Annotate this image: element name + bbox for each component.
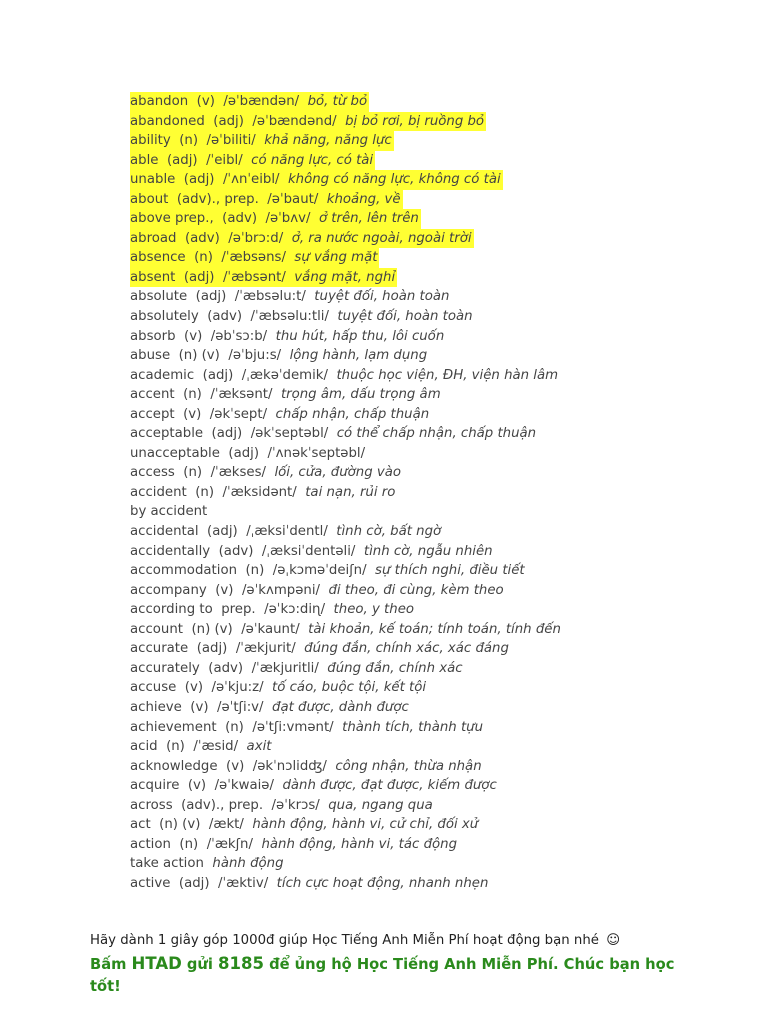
vocab-meaning: đúng đắn, chính xác, xác đáng bbox=[304, 641, 509, 657]
vocab-word: unable bbox=[130, 172, 176, 188]
sms-call-to-action bbox=[90, 953, 690, 998]
vocab-entry-content bbox=[130, 190, 403, 210]
vocab-entry-content bbox=[130, 776, 499, 796]
vocab-entry bbox=[130, 581, 563, 601]
vocab-entry bbox=[130, 776, 563, 796]
vocab-entry-content bbox=[130, 757, 484, 777]
vocab-meaning: hành động, hành vi, cử chỉ, đối xử bbox=[252, 817, 479, 833]
vocab-word: accurate bbox=[130, 641, 189, 657]
vocab-meaning: thu hút, hấp thu, lôi cuốn bbox=[275, 328, 445, 344]
donation-text: Hãy dành 1 giây góp 1000đ giúp Học Tiếng Anh Miễn Phí hoạt động bạn nhé bbox=[90, 933, 599, 948]
vocab-meaning: sự vắng mặt bbox=[294, 250, 378, 266]
vocab-entry-content bbox=[130, 268, 397, 288]
vocab-entry-content bbox=[130, 639, 511, 659]
vocab-entry-content bbox=[130, 209, 421, 229]
vocab-part-of-speech: (n) (v) bbox=[191, 621, 233, 637]
vocab-part-of-speech: (adv) bbox=[218, 543, 254, 559]
vocab-pronunciation: /ˈækjurit/ bbox=[235, 641, 296, 657]
vocab-pronunciation: /əˈkrɔs/ bbox=[271, 797, 320, 813]
vocab-word: accidentally bbox=[130, 543, 211, 559]
vocab-part-of-speech: (adj) bbox=[228, 445, 260, 461]
vocab-word: absence bbox=[130, 250, 186, 266]
vocab-entry bbox=[130, 522, 563, 542]
vocab-entry bbox=[130, 835, 563, 855]
vocab-meaning: qua, ngang qua bbox=[328, 797, 433, 813]
vocab-pronunciation: /əˈtʃi:vmənt/ bbox=[252, 719, 334, 735]
vocab-entry bbox=[130, 502, 563, 522]
vocab-entry bbox=[130, 444, 563, 464]
vocab-word: ability bbox=[130, 133, 171, 149]
vocab-entry-content bbox=[130, 307, 475, 327]
vocab-meaning: tuyệt đối, hoàn toàn bbox=[314, 289, 450, 305]
vocab-pronunciation: /əˈbændənd/ bbox=[252, 113, 337, 129]
vocab-entry-content bbox=[130, 385, 443, 405]
vocab-pronunciation: /əˈbiliti/ bbox=[206, 133, 256, 149]
vocab-entry bbox=[130, 385, 563, 405]
vocab-entry-content bbox=[130, 346, 429, 366]
vocab-part-of-speech: (adj) bbox=[213, 113, 244, 129]
vocab-part-of-speech: (adj) bbox=[196, 641, 228, 657]
vocab-part-of-speech: (n) bbox=[179, 836, 199, 852]
vocab-pronunciation: /ˈæksidənt/ bbox=[222, 484, 297, 500]
vocab-entry bbox=[130, 561, 563, 581]
vocab-meaning: trọng âm, dấu trọng âm bbox=[280, 387, 441, 403]
vocab-entry bbox=[130, 131, 563, 151]
vocab-part-of-speech: (adj) bbox=[183, 172, 215, 188]
cta-mid: gửi bbox=[181, 956, 219, 973]
vocab-meaning: tích cực hoạt động, nhanh nhẹn bbox=[276, 875, 489, 891]
vocab-entry bbox=[130, 483, 563, 503]
vocab-entry-content bbox=[130, 131, 394, 151]
vocab-pronunciation: /ˈæbsəlu:t/ bbox=[234, 289, 306, 305]
cta-prefix: Bấm bbox=[90, 956, 132, 973]
vocab-entry bbox=[130, 854, 563, 874]
vocab-part-of-speech: (v) bbox=[184, 680, 204, 696]
vocab-pronunciation: /ˈæsid/ bbox=[193, 739, 239, 755]
vocab-entry bbox=[130, 620, 563, 640]
vocab-part-of-speech: (n) bbox=[195, 484, 215, 500]
vocab-meaning: khả năng, năng lực bbox=[264, 133, 392, 149]
vocab-entry bbox=[130, 405, 563, 425]
vocab-entry bbox=[130, 112, 563, 132]
vocab-meaning: dành được, đạt được, kiếm được bbox=[282, 778, 497, 794]
vocab-entry-content bbox=[130, 229, 474, 249]
vocab-word: achieve bbox=[130, 699, 182, 715]
vocab-meaning: thuộc học viện, ĐH, viện hàn lâm bbox=[336, 367, 559, 383]
vocab-entry bbox=[130, 718, 563, 738]
vocab-part-of-speech: (adv)., prep. bbox=[176, 191, 259, 207]
vocab-pronunciation: /əbˈsɔ:b/ bbox=[210, 328, 268, 344]
vocab-entry bbox=[130, 229, 563, 249]
vocab-entry bbox=[130, 757, 563, 777]
vocab-word: accidental bbox=[130, 524, 199, 540]
vocab-entry-content bbox=[130, 327, 446, 347]
vocab-word: accent bbox=[130, 387, 175, 403]
vocab-entry-content bbox=[130, 463, 403, 483]
vocab-word: acknowledge bbox=[130, 758, 218, 774]
vocab-pronunciation: /əˈkju:z/ bbox=[211, 680, 264, 696]
vocab-entry bbox=[130, 424, 563, 444]
vocab-word: action bbox=[130, 836, 171, 852]
vocab-word: active bbox=[130, 875, 171, 891]
vocab-entry-content bbox=[130, 659, 465, 679]
vocab-entry bbox=[130, 815, 563, 835]
vocab-meaning: lộng hành, lạm dụng bbox=[289, 348, 428, 364]
vocab-meaning: công nhận, thừa nhận bbox=[335, 758, 482, 774]
vocab-pronunciation: /ˈʌnˈeibl/ bbox=[222, 172, 280, 188]
vocab-meaning: axit bbox=[246, 739, 272, 755]
vocab-part-of-speech: (v) bbox=[226, 758, 245, 774]
vocab-meaning: tài khoản, kế toán; tính toán, tính đến bbox=[308, 621, 561, 637]
vocab-entry-content bbox=[130, 424, 538, 444]
vocab-pronunciation: /əˈkaunt/ bbox=[241, 621, 300, 637]
vocab-part-of-speech: (adv) bbox=[222, 211, 258, 227]
vocab-part-of-speech: (v) bbox=[184, 328, 203, 344]
vocab-word: absolute bbox=[130, 289, 188, 305]
vocab-pronunciation: /ˈæbsəns/ bbox=[221, 250, 286, 266]
vocab-part-of-speech: (adj) bbox=[166, 152, 198, 168]
vocab-meaning: theo, y theo bbox=[333, 602, 415, 618]
vocab-pronunciation: /əˈbju:s/ bbox=[228, 348, 282, 364]
footer bbox=[90, 930, 690, 998]
vocab-meaning: đúng đắn, chính xác bbox=[327, 660, 463, 676]
vocab-word: take action bbox=[130, 856, 204, 872]
vocab-pronunciation: /əˈbʌv/ bbox=[265, 211, 311, 227]
vocab-entry bbox=[130, 287, 563, 307]
vocab-word: accident bbox=[130, 484, 187, 500]
vocab-entry-content bbox=[130, 542, 495, 562]
vocab-part-of-speech: (adj) bbox=[207, 524, 238, 540]
vocab-entry-content bbox=[130, 502, 209, 522]
vocab-word: acid bbox=[130, 739, 158, 755]
vocab-word: account bbox=[130, 621, 183, 637]
vocab-entry-content bbox=[130, 561, 527, 581]
vocab-meaning: hành động, hành vi, tác động bbox=[261, 836, 458, 852]
vocab-pronunciation: /əˈbaut/ bbox=[267, 191, 319, 207]
donation-message bbox=[90, 930, 690, 952]
vocab-entry-content bbox=[130, 600, 416, 620]
cta-suffix: để ủng hộ Học Tiếng Anh Miễn Phí. Chúc bạn học tốt! bbox=[90, 956, 675, 995]
vocab-pronunciation: /ˌæksiˈdentəli/ bbox=[261, 543, 356, 559]
vocab-entry bbox=[130, 366, 563, 386]
vocab-entry-content bbox=[130, 444, 367, 464]
vocab-meaning: ở, ra nước ngoài, ngoài trời bbox=[291, 230, 472, 246]
vocab-entry-content bbox=[130, 405, 431, 425]
vocab-entry bbox=[130, 698, 563, 718]
vocab-pronunciation: /ˈæbsəlu:tli/ bbox=[250, 309, 329, 325]
vocab-word: accuse bbox=[130, 680, 177, 696]
vocab-word: act bbox=[130, 817, 151, 833]
vocab-part-of-speech: (adj) bbox=[183, 269, 215, 285]
vocab-meaning: vắng mặt, nghỉ bbox=[294, 269, 396, 285]
vocab-word: accurately bbox=[130, 660, 200, 676]
vocab-entry bbox=[130, 346, 563, 366]
vocab-part-of-speech: (adv) bbox=[207, 309, 243, 325]
vocab-pronunciation: /əˈbændən/ bbox=[223, 94, 300, 109]
vocab-meaning: tình cờ, bất ngờ bbox=[336, 524, 442, 540]
vocab-word: absorb bbox=[130, 328, 176, 344]
vocab-entry bbox=[130, 659, 563, 679]
vocab-entry-content bbox=[130, 698, 411, 718]
vocab-meaning: đạt được, dành được bbox=[272, 699, 409, 715]
vocab-entry-content bbox=[130, 170, 503, 190]
vocab-part-of-speech: (v) bbox=[190, 699, 209, 715]
vocab-part-of-speech: (adv) bbox=[208, 660, 244, 676]
vocab-word: accompany bbox=[130, 582, 207, 598]
smiley-icon: ☺ bbox=[606, 933, 621, 948]
vocab-part-of-speech: (n) (v) bbox=[178, 348, 220, 364]
vocab-word: accommodation bbox=[130, 563, 238, 579]
vocab-entry-content bbox=[130, 796, 435, 816]
vocab-entry bbox=[130, 542, 563, 562]
vocab-meaning: tai nạn, rủi ro bbox=[305, 484, 396, 500]
vocab-word: academic bbox=[130, 367, 195, 383]
vocab-part-of-speech: (n) bbox=[225, 719, 244, 735]
vocab-entry-content bbox=[130, 854, 286, 874]
vocab-entry bbox=[130, 170, 563, 190]
vocab-meaning: ở trên, lên trên bbox=[318, 211, 419, 227]
vocab-entry bbox=[130, 639, 563, 659]
vocab-part-of-speech: (n) bbox=[245, 563, 265, 579]
vocab-pronunciation: /ækt/ bbox=[208, 817, 244, 833]
vocab-entry-content bbox=[130, 151, 375, 171]
vocab-meaning: bỏ, từ bỏ bbox=[307, 94, 368, 109]
vocab-meaning: lối, cửa, đường vào bbox=[274, 465, 402, 481]
vocab-entry-content bbox=[130, 874, 490, 894]
vocab-pronunciation: /ˌækəˈdemik/ bbox=[241, 367, 328, 383]
vocab-pronunciation: /ˈækjuritli/ bbox=[251, 660, 319, 676]
vocab-entry-content bbox=[130, 248, 379, 268]
vocab-meaning: tố cáo, buộc tội, kết tội bbox=[272, 680, 427, 696]
sms-number: 8185 bbox=[218, 954, 264, 973]
vocab-entry bbox=[130, 327, 563, 347]
vocab-word: by accident bbox=[130, 504, 208, 520]
vocab-part-of-speech: (adv) bbox=[184, 230, 220, 246]
vocab-entry bbox=[130, 678, 563, 698]
vocab-pronunciation: /ˈæksənt/ bbox=[210, 387, 273, 403]
vocab-meaning: thành tích, thành tựu bbox=[342, 719, 484, 735]
vocab-entry bbox=[130, 248, 563, 268]
vocab-entry bbox=[130, 190, 563, 210]
vocab-meaning: tình cờ, ngẫu nhiên bbox=[363, 543, 493, 559]
vocab-entry bbox=[130, 209, 563, 229]
vocab-part-of-speech: (v) bbox=[215, 582, 234, 598]
vocab-word: abuse bbox=[130, 348, 171, 364]
vocab-word: achievement bbox=[130, 719, 217, 735]
vocab-word: above prep., bbox=[130, 211, 214, 227]
vocab-word: access bbox=[130, 465, 175, 481]
vocab-pronunciation: /əkˈnɔlidʤ/ bbox=[252, 758, 327, 774]
vocab-entry-content bbox=[130, 815, 480, 835]
vocab-word: about bbox=[130, 191, 169, 207]
vocab-word: abroad bbox=[130, 230, 177, 246]
vocab-meaning: không có năng lực, không có tài bbox=[287, 172, 501, 188]
vocab-entry bbox=[130, 600, 563, 620]
vocab-entry-content bbox=[130, 287, 451, 307]
vocab-part-of-speech: (adv)., prep. bbox=[181, 797, 264, 813]
vocab-pronunciation: /ˈækʃn/ bbox=[206, 836, 253, 852]
vocab-entry bbox=[130, 874, 563, 894]
vocab-pronunciation: /ˈækses/ bbox=[210, 465, 266, 481]
vocab-pronunciation: /ˈæbsənt/ bbox=[222, 269, 286, 285]
vocab-word: able bbox=[130, 152, 159, 168]
vocab-word: absolutely bbox=[130, 309, 199, 325]
vocab-pronunciation: /əˈtʃi:v/ bbox=[217, 699, 264, 715]
vocab-entry bbox=[130, 92, 563, 112]
vocab-pronunciation: /əˌkɔməˈdeiʃn/ bbox=[272, 563, 367, 579]
vocab-entry-content bbox=[130, 835, 459, 855]
vocab-part-of-speech: prep. bbox=[221, 602, 256, 618]
vocab-entry-content bbox=[130, 581, 506, 601]
vocab-entry bbox=[130, 268, 563, 288]
vocab-word: abandon bbox=[130, 94, 189, 109]
sms-code: HTAD bbox=[131, 954, 182, 973]
vocab-entry-content bbox=[130, 620, 563, 640]
vocab-word: across bbox=[130, 797, 173, 813]
vocab-entry-content bbox=[130, 678, 428, 698]
vocab-part-of-speech: (n) bbox=[183, 465, 203, 481]
vocab-entry-content bbox=[130, 737, 273, 757]
vocab-pronunciation: /əˈkwaiə/ bbox=[214, 778, 274, 794]
vocab-word: abandoned bbox=[130, 113, 205, 129]
vocab-meaning: hành động bbox=[212, 856, 284, 872]
vocab-part-of-speech: (n) bbox=[166, 739, 185, 755]
vocab-part-of-speech: (adj) bbox=[195, 289, 227, 305]
vocab-word: acceptable bbox=[130, 426, 204, 442]
vocab-meaning: tuyệt đối, hoàn toàn bbox=[337, 309, 473, 325]
vocab-meaning: có thể chấp nhận, chấp thuận bbox=[336, 426, 537, 442]
vocab-part-of-speech: (v) bbox=[196, 94, 215, 109]
vocab-entry-content bbox=[130, 92, 369, 112]
vocab-meaning: chấp nhận, chấp thuận bbox=[275, 406, 430, 422]
vocab-part-of-speech: (n) bbox=[194, 250, 213, 266]
vocab-pronunciation: /əˈkʌmpəni/ bbox=[241, 582, 320, 598]
vocab-part-of-speech: (v) bbox=[183, 406, 202, 422]
vocab-entry bbox=[130, 307, 563, 327]
vocab-pronunciation: /əkˈseptəbl/ bbox=[250, 426, 329, 442]
vocabulary-list bbox=[130, 92, 563, 893]
vocab-part-of-speech: (adj) bbox=[178, 875, 210, 891]
vocab-part-of-speech: (n) (v) bbox=[159, 817, 201, 833]
vocab-entry bbox=[130, 151, 563, 171]
vocab-entry-content bbox=[130, 718, 485, 738]
vocab-entry bbox=[130, 463, 563, 483]
vocab-pronunciation: /ˈeibl/ bbox=[206, 152, 243, 168]
vocab-word: absent bbox=[130, 269, 176, 285]
vocab-word: accept bbox=[130, 406, 175, 422]
vocab-word: acquire bbox=[130, 778, 180, 794]
vocab-meaning: đi theo, đi cùng, kèm theo bbox=[328, 582, 504, 598]
vocab-part-of-speech: (n) bbox=[183, 387, 202, 403]
vocab-meaning: sự thích nghi, điều tiết bbox=[375, 563, 525, 579]
vocab-entry bbox=[130, 737, 563, 757]
vocab-part-of-speech: (v) bbox=[187, 778, 207, 794]
vocab-pronunciation: /ˈæktiv/ bbox=[218, 875, 269, 891]
vocab-entry-content bbox=[130, 366, 560, 386]
vocab-pronunciation: /əˈbrɔ:d/ bbox=[228, 230, 284, 246]
vocab-entry-content bbox=[130, 483, 397, 503]
vocab-entry-content bbox=[130, 112, 486, 132]
vocab-pronunciation: /əkˈsept/ bbox=[209, 406, 268, 422]
vocab-entry bbox=[130, 796, 563, 816]
vocab-pronunciation: /ˈʌnəkˈseptəbl/ bbox=[267, 445, 366, 461]
vocab-meaning: có năng lực, có tài bbox=[251, 152, 374, 168]
vocab-entry-content bbox=[130, 522, 443, 542]
vocab-word: unacceptable bbox=[130, 445, 220, 461]
vocab-word: according to bbox=[130, 602, 213, 618]
vocab-pronunciation: /ˌæksiˈdentl/ bbox=[246, 524, 328, 540]
vocab-meaning: bị bỏ rơi, bị ruồng bỏ bbox=[345, 113, 485, 129]
vocab-pronunciation: /əˈkɔ:diɳ/ bbox=[264, 602, 326, 618]
vocab-part-of-speech: (adj) bbox=[211, 426, 243, 442]
vocab-part-of-speech: (adj) bbox=[202, 367, 234, 383]
vocab-meaning: khoảng, về bbox=[326, 191, 401, 207]
vocab-part-of-speech: (n) bbox=[179, 133, 199, 149]
